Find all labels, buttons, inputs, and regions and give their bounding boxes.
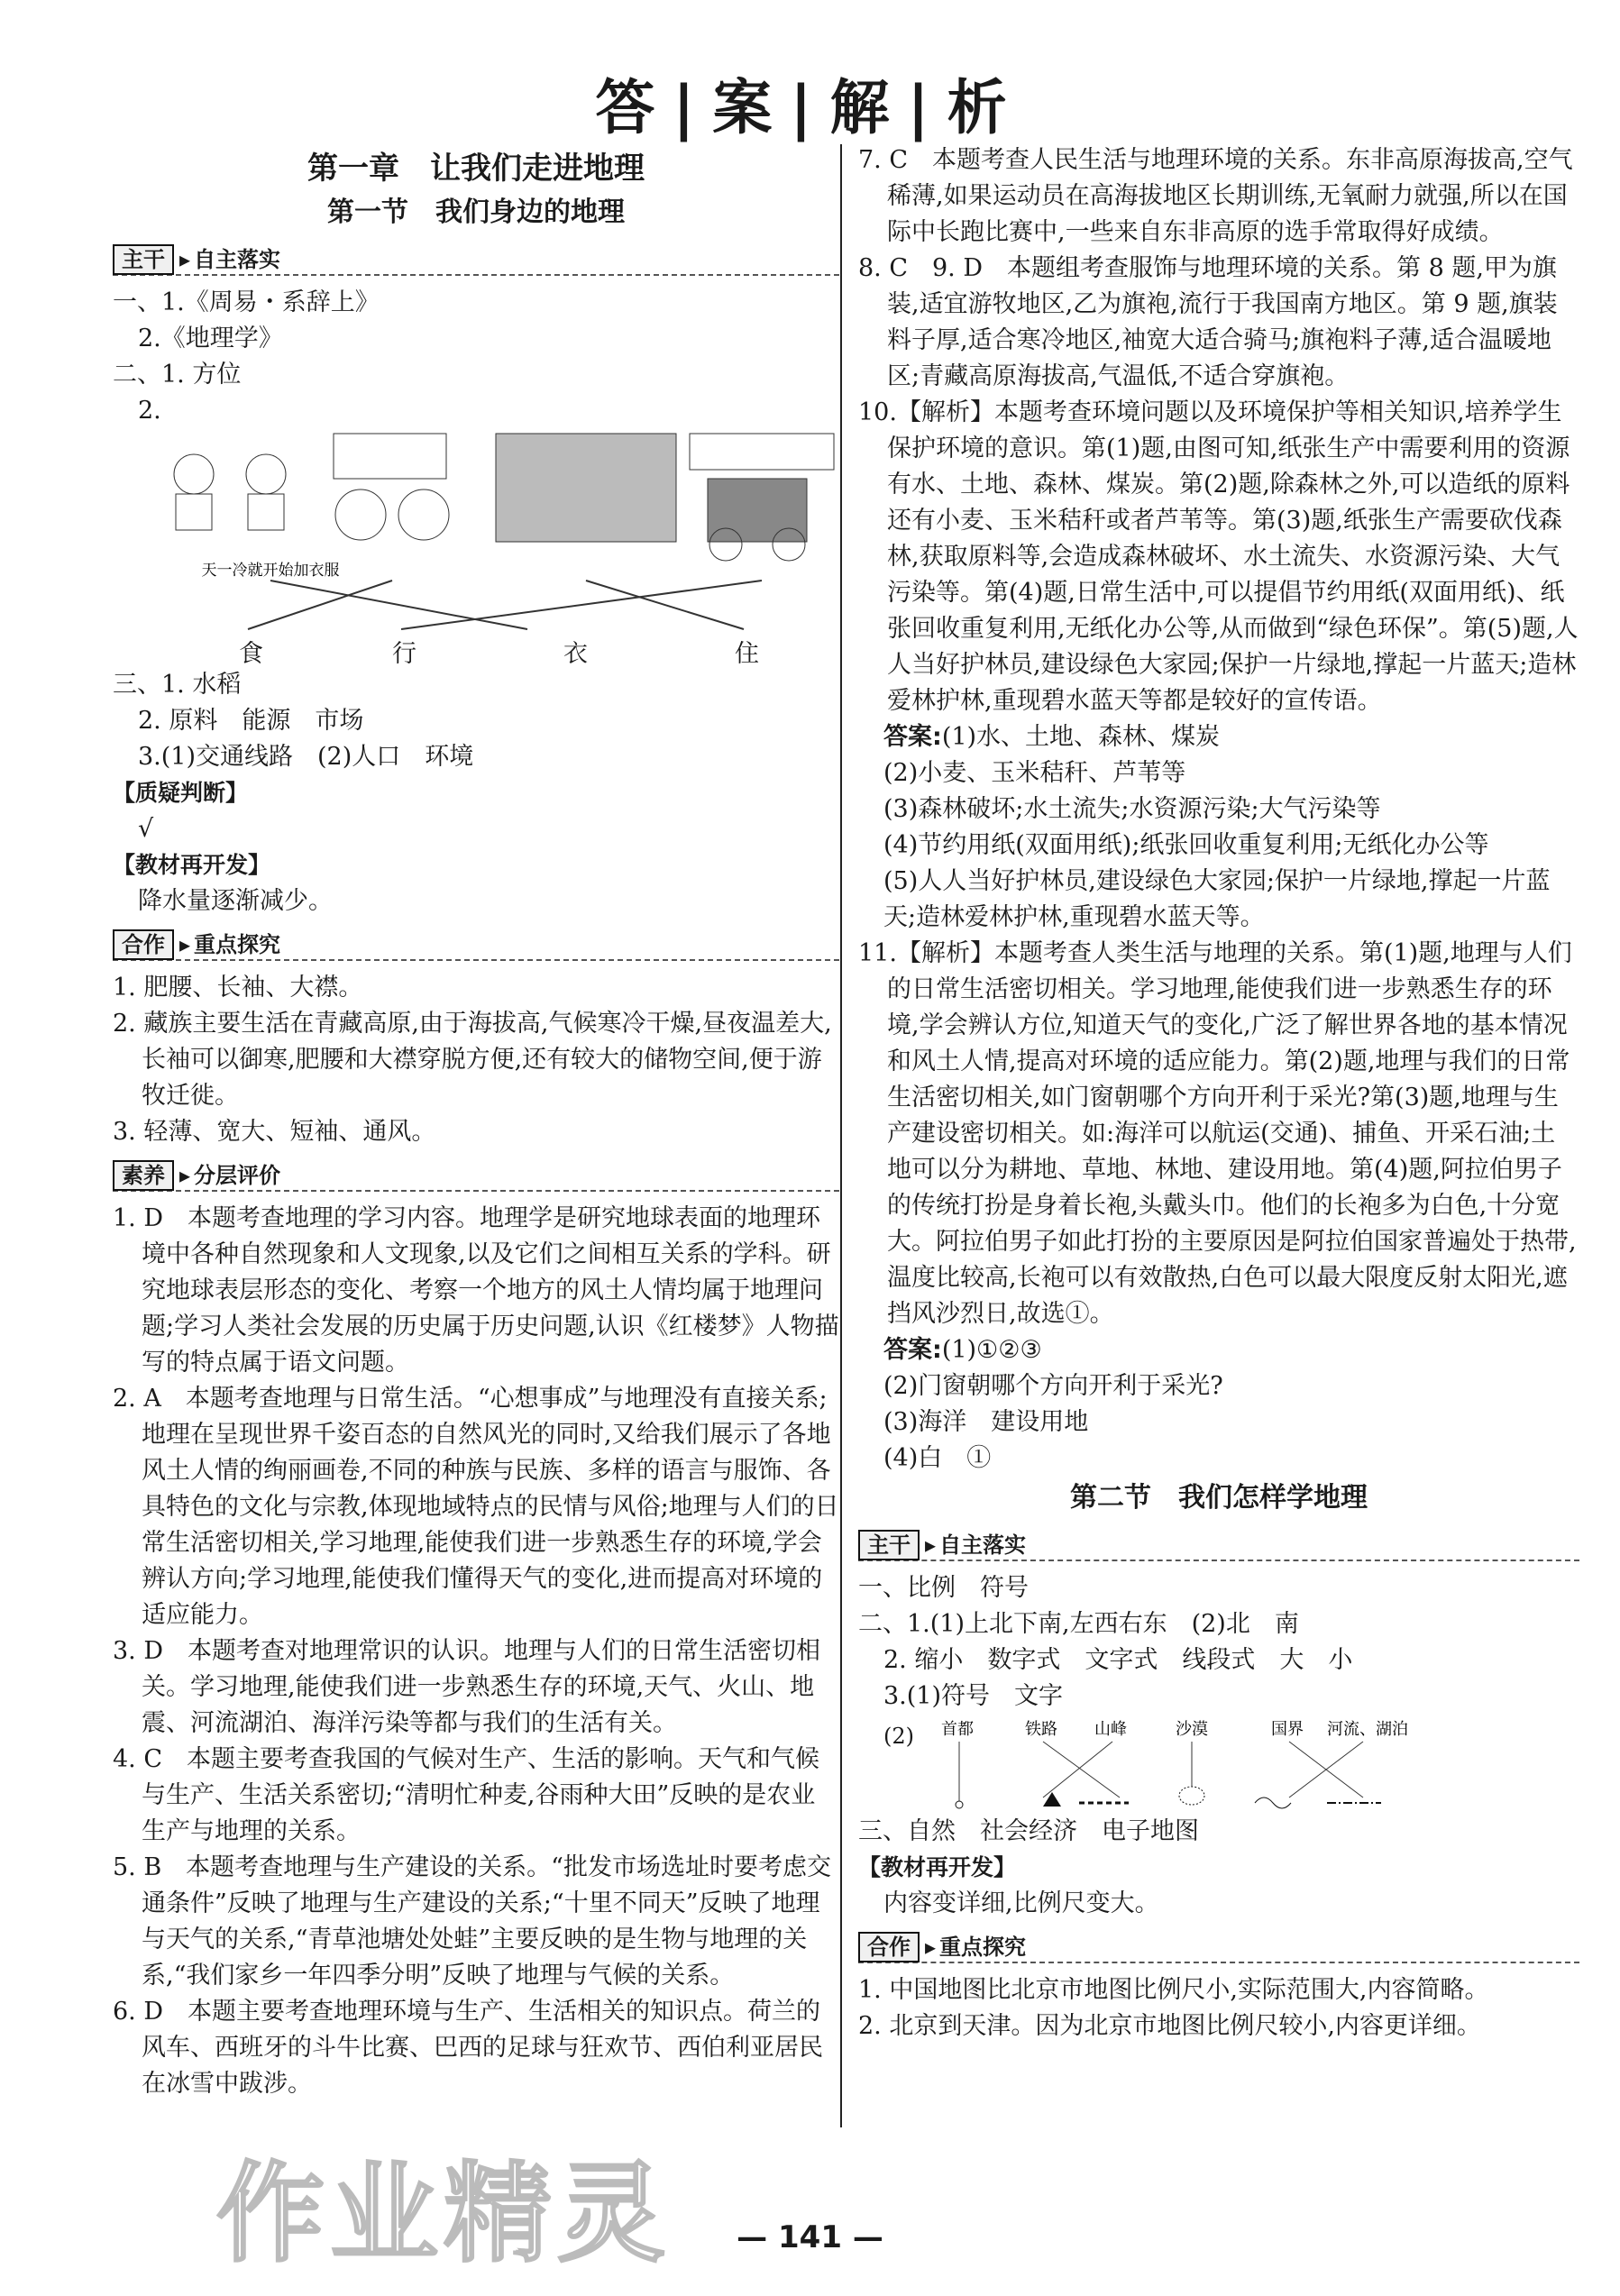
answer-line: (3)森林破坏;水土流失;水资源污染;大气污染等 xyxy=(883,795,1381,823)
chapter-title: 第一章 让我们走进地理 xyxy=(307,151,645,187)
section-header-suyang xyxy=(113,1157,839,1192)
answer-line: 2. 缩小 数字式 文字式 线段式 大 小 xyxy=(883,1646,1353,1674)
symbol-figure-svg xyxy=(858,1715,1561,1814)
match-line xyxy=(1043,1742,1112,1797)
right-column xyxy=(858,142,1579,2044)
illustration-2 xyxy=(334,434,449,540)
answer-line: (1)水、土地、森林、煤炭 xyxy=(941,723,1221,751)
map-symbol-matching xyxy=(858,1715,1579,1814)
answer-line: 4. C 本题主要考查我国的气候对生产、生活的影响。天气和气候与生产、生活关系密切;“清明忙种麦,谷雨种大田”反映的是农业生产与地理的关系。 xyxy=(113,1745,820,1845)
answer-line: 6. D 本题主要考查地理环境与生产、生活相关的知识点。荷兰的风车、西班牙的斗牛比赛、巴西的足球与狂欢节、西伯利亚居民在冰雪中跋涉。 xyxy=(113,1998,823,2098)
page-title: 答|案|解|析 xyxy=(595,73,1025,142)
match-line xyxy=(270,581,527,629)
matching-figure xyxy=(113,429,839,636)
header-label: ▸ 自主落实 xyxy=(925,1527,1026,1563)
illustration-1 xyxy=(174,454,286,530)
header-box: 合作 xyxy=(113,929,174,960)
section-title: 第二节 我们怎样学地理 xyxy=(1070,1482,1368,1514)
answer-line: 2. 藏族主要生活在青藏高原,由于海拔高,气候寒冷干燥,昼夜温差大,长袖可以御寒,肥腰和大襟穿脱方便,还有较大的储物空间,便于游牧迁徙。 xyxy=(113,1010,832,1110)
label-shi: 食 xyxy=(239,640,263,668)
section-header-hezuo xyxy=(113,927,839,961)
label-zhu: 住 xyxy=(735,640,759,668)
answer-line: (3)海洋 建设用地 xyxy=(883,1408,1089,1436)
river-symbol xyxy=(1255,1797,1291,1808)
label-xing: 行 xyxy=(392,640,416,668)
answer-line: 2. 原料 能源 市场 xyxy=(138,707,364,735)
answer-line: 3.(1)符号 文字 xyxy=(883,1682,1064,1710)
page-number: — 141 — xyxy=(737,2219,883,2255)
symbol-label: 山峰 xyxy=(1094,1720,1127,1739)
illustration-4 xyxy=(690,434,834,561)
section-header-hezuo xyxy=(858,1929,1579,1963)
matching-figure-svg xyxy=(113,429,839,636)
answer-line: (1)①②③ xyxy=(941,1336,1042,1364)
header-box: 主干 xyxy=(858,1530,920,1560)
answer-line: 1. 肥腰、长袖、大襟。 xyxy=(113,974,363,1002)
answer-line: 2. xyxy=(138,397,161,425)
header-label: ▸ 自主落实 xyxy=(179,242,280,278)
left-column xyxy=(113,142,839,2102)
match-line xyxy=(401,581,762,629)
header-label: ▸ 分层评价 xyxy=(179,1157,280,1194)
header-box: 合作 xyxy=(858,1932,920,1962)
answer-line: 一、1.《周易・系辞上》 xyxy=(113,288,380,316)
answer-line: 二、1. 方位 xyxy=(113,361,242,389)
subheading: 【教材再开发】 xyxy=(858,1854,1017,1880)
answer-line: (2)门窗朝哪个方向开利于采光? xyxy=(883,1372,1223,1400)
answer-line: 3. D 本题考查对地理常识的认识。地理与人们的日常生活密切相关。学习地理,能使我们进一步熟悉生存的环境,天气、火山、地震、河流湖泊、海洋污染等都与我们的生活有关。 xyxy=(113,1637,820,1737)
label-yi: 衣 xyxy=(563,640,588,668)
answer-line: (2)小麦、玉米秸秆、芦苇等 xyxy=(883,759,1186,787)
illustration-3-photo xyxy=(496,434,676,542)
desert-symbol xyxy=(1179,1787,1204,1805)
answer-line: 8. C 9. D 本题组考查服饰与地理环境的关系。第 8 题,甲为旗装,适宜游牧地区,乙为旗袍,流行于我国南方地区。第 9 题,旗装料子厚,适合寒冷地区,袖宽大适合骑马;旗袍料子薄,适合温暖地区;青藏高原海拔高,气温低,不适合穿旗袍。 xyxy=(858,254,1558,390)
answer-line: 7. C 本题考查人民生活与地理环境的关系。东非高原海拔高,空气稀薄,如果运动员在高海拔地区长期训练,无氧耐力就强,所以在国际中长跑比赛中,一些来自东非高原的选手常取得好成绩。 xyxy=(858,146,1573,246)
answer-line: 降水量逐渐减少。 xyxy=(138,887,333,915)
symbol-label: 首都 xyxy=(941,1720,974,1739)
match-line xyxy=(1043,1742,1120,1797)
watermark: 作业精灵 xyxy=(216,2152,671,2277)
answer-line: 三、1. 水稻 xyxy=(113,671,242,699)
answer-line: (5)人人当好护林员,建设绿色大家园;保护一片绿地,撑起一片蓝天;造林爱林护林,重现碧水蓝天等。 xyxy=(883,867,1551,931)
answer-line: 2. A 本题考查地理与日常生活。“心想事成”与地理没有直接关系;地理在呈现世界千姿百态的自然风光的同时,又给我们展示了各地风土人情的绚丽画卷,不同的种族与民族、多样的语言与服饰、各具特色的文化与宗教,体现地域特点的民情与风俗;地理与人们的日常生活密切相关,学习地理,能使我们进一步熟悉生存的环境,学会辨认方向;学习地理,能使我们懂得天气的变化,进而提高对环境的适应能力。 xyxy=(113,1385,839,1629)
caption-1: 天一冷就开始加衣服 xyxy=(201,562,340,580)
match-labels xyxy=(113,636,839,667)
answer-line: (4)节约用纸(双面用纸);纸张回收重复利用;无纸化办公等 xyxy=(883,831,1489,859)
answer-line: 3. 轻薄、宽大、短袖、通风。 xyxy=(113,1118,436,1146)
column-divider xyxy=(840,144,842,2127)
answer-line: 2.《地理学》 xyxy=(138,325,283,352)
section-header-zhugan xyxy=(113,242,839,276)
peak-symbol xyxy=(1043,1792,1061,1807)
answer-label: 答案: xyxy=(883,1336,942,1364)
header-label: ▸ 重点探究 xyxy=(925,1929,1026,1965)
answer-line: (4)白 ① xyxy=(883,1444,992,1472)
answer-line: 1. 中国地图比北京市地图比例尺小,实际范围大,内容简略。 xyxy=(858,1976,1489,2004)
answer-line: 2. 北京到天津。因为北京市地图比例尺较小,内容更详细。 xyxy=(858,2012,1481,2040)
header-label: ▸ 重点探究 xyxy=(179,927,280,963)
answer-line: √ xyxy=(138,815,154,843)
match-line xyxy=(248,581,392,629)
answer-line: 三、自然 社会经济 电子地图 xyxy=(858,1817,1199,1845)
symbol-label: 国界 xyxy=(1271,1720,1304,1739)
symbol-label: 铁路 xyxy=(1025,1720,1057,1739)
answer-line: 3.(1)交通线路 (2)人口 环境 xyxy=(138,743,474,771)
answer-line: 10.【解析】本题考查环境问题以及环境保护等相关知识,培养学生保护环境的意识。第(1)题,由图可知,纸张生产中需要利用的资源有水、土地、森林、煤炭。第(2)题,除森林之外,可以造纸的原料还有小麦、玉米秸秆或者芦苇等。第(3)题,纸张生产需要砍伐森林,获取原料等,会造成森林破坏、水土流失、水资源污染、大气污染等。第(4)题,日常生活中,可以提倡节约用纸(双面用纸)、纸张回收重复利用,无纸化办公等,从而做到“绿色环保”。第(5)题,人人当好护林员,建设绿色大家园;保护一片绿地,撑起一片蓝天;造林爱林护林,重现碧水蓝天等都是较好的宣传语。 xyxy=(858,398,1579,715)
header-box: 主干 xyxy=(113,244,174,275)
subheading: 【质疑判断】 xyxy=(113,780,249,806)
subheading: 【教材再开发】 xyxy=(113,852,271,878)
symbol-prefix: (2) xyxy=(883,1724,914,1749)
match-line xyxy=(586,581,744,629)
answer-line: 11.【解析】本题考查人类生活与地理的关系。第(1)题,地理与人们的日常生活密切相关。学习地理,能使我们进一步熟悉生存的环境,学会辨认方位,知道天气的变化,广泛了解世界各地的基本情况和风土人情,提高对环境的适应能力。第(2)题,地理与我们的日常生活密切相关,如门窗朝哪个方向开利于采光?第(3)题,地理与生产建设密切相关。如:海洋可以航运(交通)、捕鱼、开采石油;土地可以分为耕地、草地、林地、建设用地。第(4)题,阿拉伯男子的传统打扮是身着长袍,头戴头巾。他们的长袍多为白色,十分宽大。阿拉伯男子如此打扮的主要原因是阿拉伯国家普遍处于热带,温度比较高,长袍可以有效散热,白色可以最大限度反射太阳光,遮挡风沙烈日,故选①。 xyxy=(858,939,1577,1328)
header-box: 素养 xyxy=(113,1160,174,1191)
answer-line: 5. B 本题考查地理与生产建设的关系。“批发市场选址时要考虑交通条件”反映了地理与生产建设的关系;“十里不同天”反映了地理与天气的关系,“青草池塘处处蛙”主要反映的是生物与地理的关系,“我们家乡一年四季分明”反映了地理与气候的关系。 xyxy=(113,1853,831,1990)
symbol-label: 沙漠 xyxy=(1176,1720,1208,1739)
answer-line: 内容变详细,比例尺变大。 xyxy=(883,1889,1159,1917)
answer-line: 1. D 本题考查地理的学习内容。地理学是研究地球表面的地理环境中各种自然现象和人文现象,以及它们之间相互关系的学科。研究地球表层形态的变化、考察一个地方的风土人情均属于地理问题;学习人类社会发展的历史属于历史问题,认识《红楼梦》人物描写的特点属于语文问题。 xyxy=(113,1204,839,1377)
symbol-label: 河流、湖泊 xyxy=(1327,1720,1408,1739)
answer-line: 一、比例 符号 xyxy=(858,1574,1029,1602)
section-header-zhugan xyxy=(858,1527,1579,1561)
answer-label: 答案: xyxy=(883,723,942,751)
capital-symbol xyxy=(956,1801,963,1808)
section-title: 第一节 我们身边的地理 xyxy=(327,197,625,228)
answer-line: 二、1.(1)上北下南,左西右东 (2)北 南 xyxy=(858,1610,1299,1638)
